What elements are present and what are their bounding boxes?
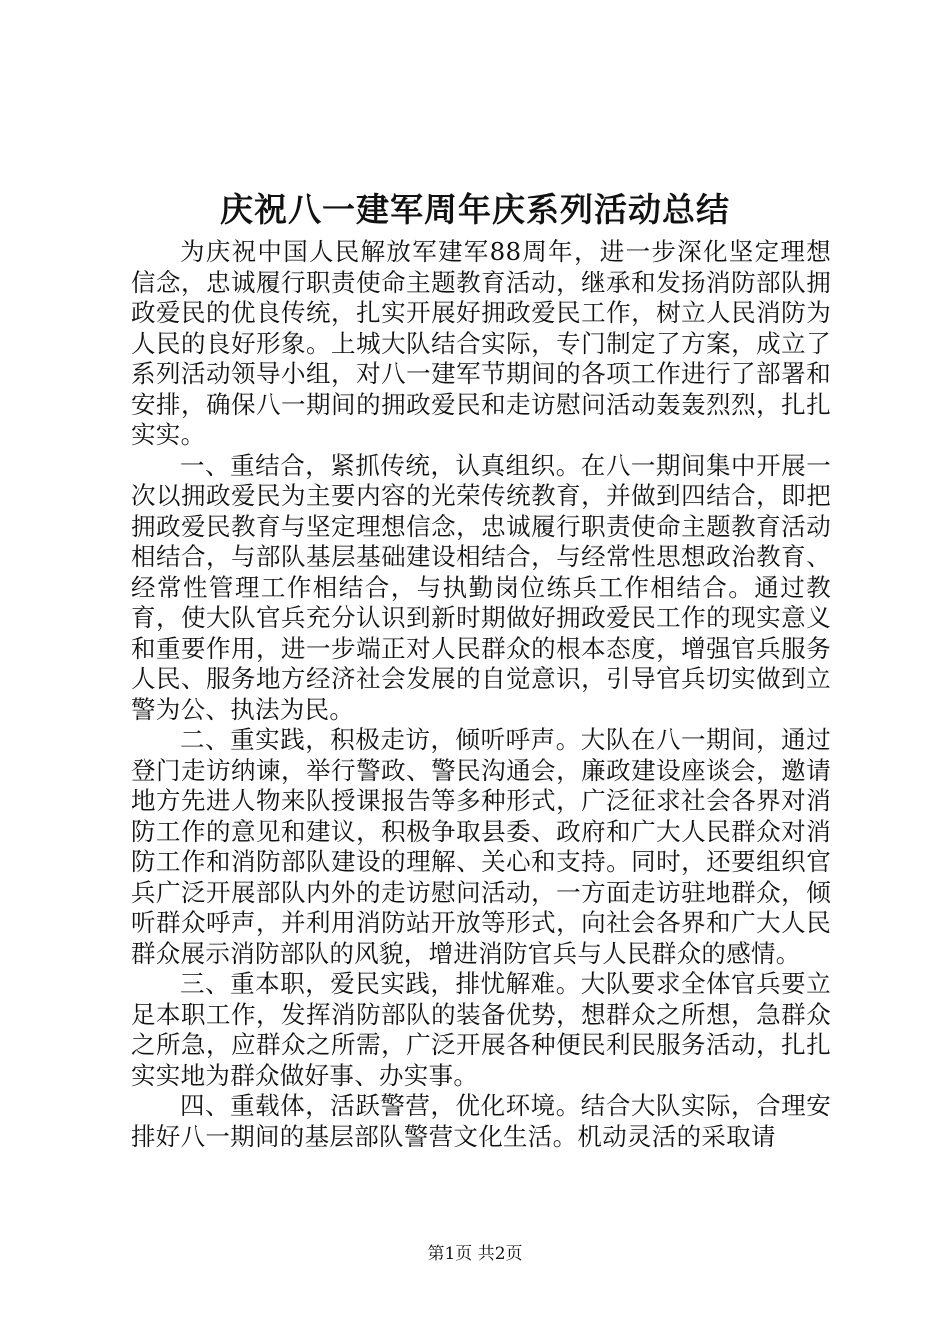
document-title: 庆祝八一建军周年庆系列活动总结: [220, 190, 730, 229]
page-number-indicator: 第1页 共2页: [427, 1244, 523, 1264]
paragraph-section-4: 四、重载体，活跃警营，优化环境。结合大队实际，合理安排好八一期间的基层部队警营文化生活。机动灵活的采取请: [131, 1091, 831, 1151]
paragraph-section-3: 三、重本职，爱民实践，排忧解难。大队要求全体官兵要立足本职工作，发挥消防部队的装备优势，想群众之所想，急群众之所急，应群众之所需，广泛开展各种便民利民服务活动，扎扎实实地为群众做好事、办实事。: [131, 969, 831, 1090]
document-body: [131, 237, 831, 1152]
page-footer: [0, 1243, 950, 1265]
paragraph-section-2: 二、重实践，积极走访，倾听呼声。大队在八一期间，通过登门走访纳谏，举行警政、警民沟通会，廉政建设座谈会，邀请地方先进人物来队授课报告等多种形式，广泛征求社会各界对消防工作的意见和建议，积极争取县委、政府和广大人民群众对消防工作和消防部队建设的理解、关心和支持。同时，还要组织官兵广泛开展部队内外的走访慰问活动，一方面走访驻地群众，倾听群众呼声，并利用消防站开放等形式，向社会各界和广大人民群众展示消防部队的风貌，增进消防官兵与人民群众的感情。: [131, 725, 831, 968]
paragraph-section-1: 一、重结合，紧抓传统，认真组织。在八一期间集中开展一次以拥政爱民为主要内容的光荣传统教育，并做到四结合，即把拥政爱民教育与坚定理想信念，忠诚履行职责使命主题教育活动相结合，与部队基层基础建设相结合，与经常性思想政治教育、经常性管理工作相结合，与执勤岗位练兵工作相结合。通过教育，使大队官兵充分认识到新时期做好拥政爱民工作的现实意义和重要作用，进一步端正对人民群众的根本态度，增强官兵服务人民、服务地方经济社会发展的自觉意识，引导官兵切实做到立警为公、执法为民。: [131, 450, 831, 724]
paragraph-intro: 为庆祝中国人民解放军建军88周年，进一步深化坚定理想信念，忠诚履行职责使命主题教育活动，继承和发扬消防部队拥政爱民的优良传统，扎实开展好拥政爱民工作，树立人民消防为人民的良好形象。上城大队结合实际，专门制定了方案，成立了系列活动领导小组，对八一建军节期间的各项工作进行了部署和安排，确保八一期间的拥政爱民和走访慰问活动轰轰烈烈，扎扎实实。: [131, 237, 831, 449]
